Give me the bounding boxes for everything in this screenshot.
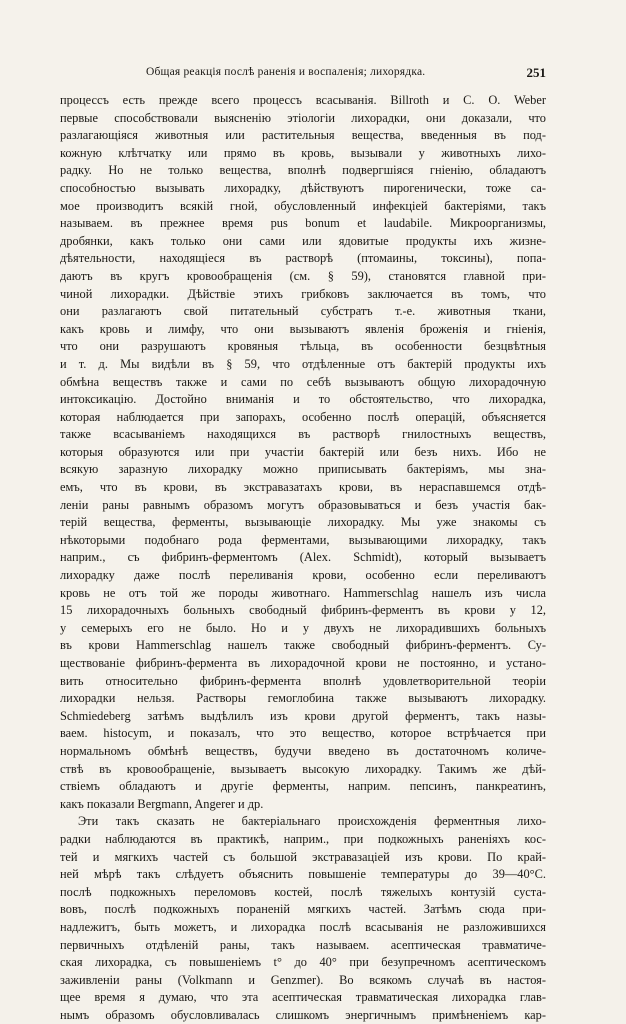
text-line: даютъ въ кругъ кровообращенія (см. § 59), становятся главной при- xyxy=(60,268,546,283)
text-line: которая наблюдается при запорахъ, особенно послѣ операцій, объясняется xyxy=(60,409,546,424)
text-line: ствіемъ обладаютъ и другіе ферменты, наприм. пепсинъ, панкреатинъ, xyxy=(60,779,546,794)
text-line: процессъ есть прежде всего процессъ всасыванія. Billroth и C. O. Weber xyxy=(60,93,546,107)
text-line: радку. Но не только вещества, вполнѣ подвергшіяся гніенію, обладаютъ xyxy=(60,163,546,178)
text-line: чиной лихорадки. Дѣйствіе этихъ грибковъ заключается въ томъ, что xyxy=(60,286,546,301)
text-line: у семерыхъ его не было. Но и у двухъ не лихорадившихъ больныхъ xyxy=(60,620,546,635)
text-line: вить относительно фибринъ-фермента вполнѣ удовлетворительной теоріи xyxy=(60,673,546,688)
text-line: первые способствовали выясненію этіологіи лихорадки, они доказали, что xyxy=(60,110,546,125)
text-line: что они разрушаютъ кровяныя тѣльца, въ особенности безцвѣтныя xyxy=(60,339,546,354)
text-line: способностью вызывать лихорадку, дѣйствуютъ пирогенически, тоже са- xyxy=(60,180,546,195)
text-line: въ крови Hammerschlag нашелъ также свободный фибринъ-ферментъ. Су- xyxy=(60,638,546,653)
text-line: также всасываніемъ находящихся въ растворѣ гнилостныхъ веществъ, xyxy=(60,427,546,442)
text-line: нѣкоторыми подобнаго рода ферментами, вызывающими лихорадку, такъ xyxy=(60,532,546,547)
page-number: 251 xyxy=(526,65,546,80)
text-line: Schmiedeberg затѣмъ выдѣлилъ изъ крови другой ферментъ, такъ назы- xyxy=(60,708,546,723)
text-line: обмѣна веществъ также и сами по себѣ вызываютъ общую лихорадочную xyxy=(60,374,546,389)
text-line: ваем. histocym, и показалъ, что это вещество, которое встрѣчается при xyxy=(60,726,546,741)
text-line: дробянки, какъ только они сами или ядовитые продукты ихъ жизне- xyxy=(60,233,546,248)
text-line: нормальномъ обмѣнѣ веществъ, будучи введено въ достаточномъ количе- xyxy=(60,743,546,758)
text-line: ней мѣрѣ такъ слѣдуетъ объяснить повышеніе температуры до 39—40°С. xyxy=(60,867,546,882)
text-line: они разлагаютъ свой питательный субстратъ т.-е. животныя ткани, xyxy=(60,304,546,319)
running-head xyxy=(60,66,546,84)
text-line: кожную клѣтчатку или прямо въ кровь, вызывали у животныхъ лихо- xyxy=(60,145,546,160)
text-line: нымъ образомъ обусловливалась слишкомъ энергичнымъ примѣненіемъ кар- xyxy=(60,1007,546,1022)
text-line: послѣ подкожныхъ переломовъ костей, послѣ тяжелыхъ контузій суста- xyxy=(60,884,546,899)
text-line: емъ, что въ крови, въ экстравазатахъ крови, въ нераспавшемся отдѣ- xyxy=(60,480,546,495)
text-line: какъ показали Bergmann, Angerer и др. xyxy=(60,796,264,811)
text-line: какъ кровь и лимфу, что они вызываютъ явленія броженія и гніенія, xyxy=(60,321,546,336)
text-line: кровь не отъ той же породы животнаго. Hammerschlag нашелъ изъ числа xyxy=(60,585,546,600)
text-line: ствѣ въ кровообращеніе, вызываетъ высокую лихорадку. Такимъ же дѣй- xyxy=(60,761,546,776)
text-line: которыя образуются или при участіи бактерій или безъ нихъ. Ибо не xyxy=(60,444,546,459)
text-line: заживленіи раны (Volkmann и Genzmer). Во всякомъ случаѣ въ настоя- xyxy=(60,972,546,987)
text-line: леніи раны равнымъ образомъ могутъ образовываться и безъ участія бак- xyxy=(60,497,546,512)
text-line: лихорадки нельзя. Растворы гемоглобина также вызываютъ лихорадку. xyxy=(60,691,546,706)
text-line: радки наблюдаются въ практикѣ, наприм., при подкожныхъ раненіяхъ кос- xyxy=(60,831,546,846)
text-line: терій вещества, ферменты, вызывающіе лихорадку. Мы уже знакомы съ xyxy=(60,515,546,530)
text-line: разлагающіяся животныя или растительныя вещества, введенныя въ под- xyxy=(60,128,546,143)
text-line: всякую заразную лихорадку можно приписывать бактеріямъ, мы зна- xyxy=(60,462,546,477)
text-line: щее время я думаю, что эта асептическая травматическая лихорадка глав- xyxy=(60,990,546,1005)
text-line: надлежитъ, быть можетъ, и лихорадка послѣ всасыванія не разложившихся xyxy=(60,919,546,934)
text-line: ществованіе фибринъ-фермента въ лихорадочной крови не постоянно, и устано- xyxy=(60,656,546,670)
running-title: Общая реакція послѣ раненія и воспаленія; лихорядка. xyxy=(146,66,426,78)
text-line: называем. въ прежнее время pus bonum et laudabile. Микроорганизмы, xyxy=(60,216,546,231)
text-line: вовъ, послѣ подкожныхъ пораненій мягкихъ частей. Затѣмъ сюда при- xyxy=(60,902,546,917)
text-line: лихорадку даже послѣ переливанія крови, особенно если переливаютъ xyxy=(60,568,546,583)
text-line: Эти такъ сказать не бактеріальнаго происхожденія ферментныя лихо- xyxy=(78,814,546,829)
text-line: ская лихорадка, съ повышеніемъ t° до 40° при безупречномъ асептическомъ xyxy=(60,955,546,970)
text-line: наприм., съ фибринъ-ферментомъ (Alex. Schmidt), который вызываетъ xyxy=(60,550,546,565)
text-line: интоксикацію. Достойно вниманія и то обстоятельство, что лихорадка, xyxy=(60,392,546,407)
text-line: первичныхъ отдѣленій раны, такъ называем. асептическая травматиче- xyxy=(60,937,546,952)
text-line: и т. д. Мы видѣли въ § 59, что отдѣленные отъ бактерій продукты ихъ xyxy=(60,356,546,371)
text-line: тей и мягкихъ частей съ большой экстравазаціей изъ крови. По край- xyxy=(60,849,546,864)
text-line: 15 лихорадочныхъ больныхъ свободный фибринъ-ферментъ въ крови у 12, xyxy=(60,603,546,618)
text-line: дѣятельности, находящіеся въ растворѣ (птомаины, токсины), попа- xyxy=(60,251,546,266)
text-line: мое производитъ всякій гной, обусловленный инфекціей бактеріями, такъ xyxy=(60,198,546,213)
body-text xyxy=(60,92,546,1024)
